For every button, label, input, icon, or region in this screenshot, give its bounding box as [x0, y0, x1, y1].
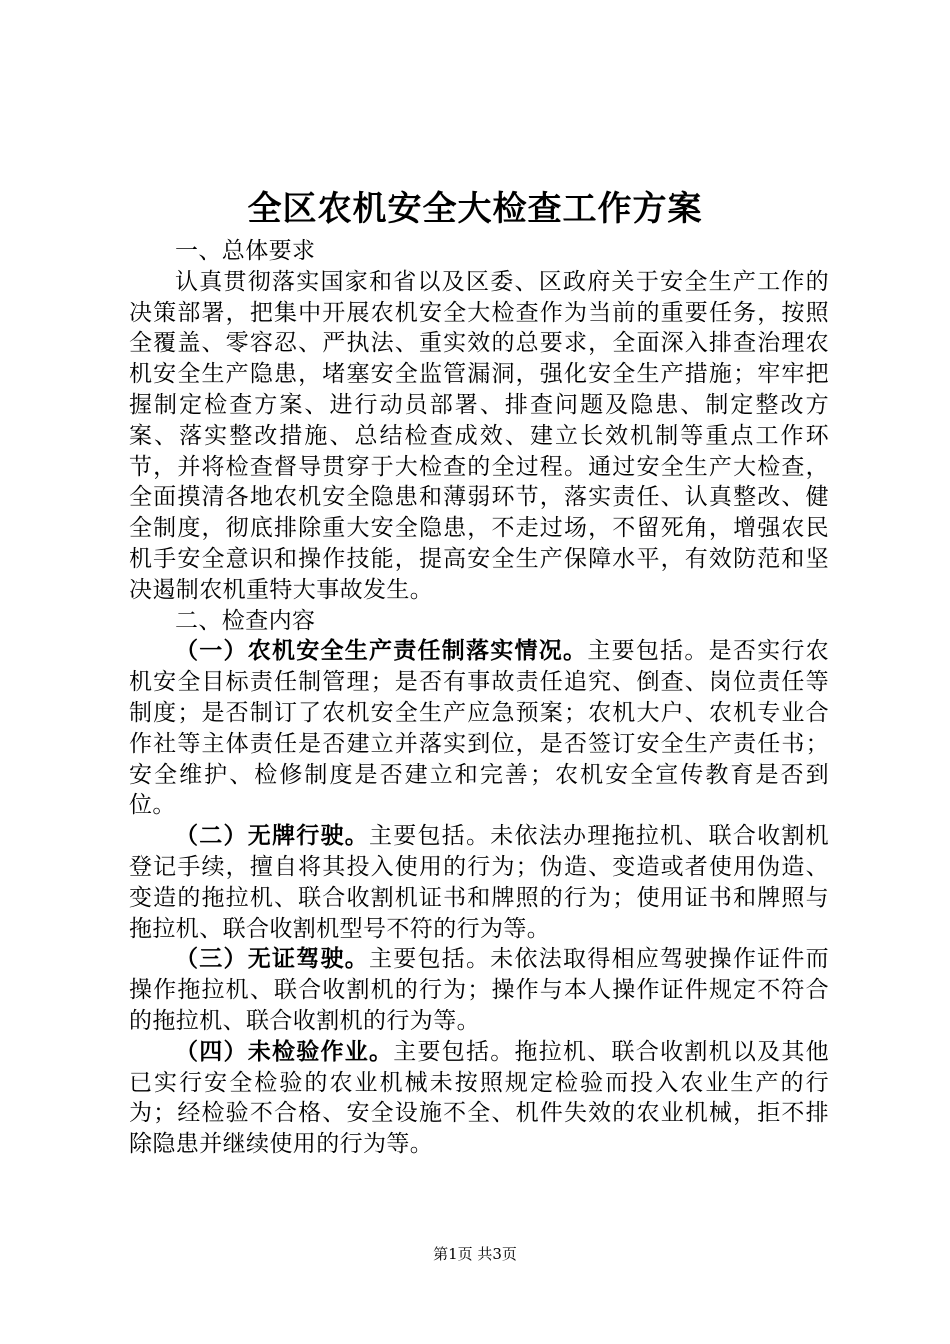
section-heading: 二、检查内容: [175, 607, 316, 634]
section-heading: 一、总体要求: [175, 238, 316, 264]
item-lead: （三）无证驾驶。: [175, 946, 370, 973]
page-footer: 第1页 共3页: [433, 1245, 517, 1263]
item-lead: （一）农机安全生产责任制落实情况。: [175, 638, 588, 665]
paragraph: [129, 944, 829, 1036]
paragraph: [129, 1037, 829, 1160]
document-body: [129, 236, 829, 1160]
paragraph: [129, 636, 829, 821]
item-lead: （四）未检验作业。: [175, 1038, 394, 1065]
paragraph: 认真贯彻落实国家和省以及区委、区政府关于安全生产工作的决策部署，把集中开展农机安全大检查作为当前的重要任务，按照全覆盖、零容忍、严执法、重实效的总要求，全面深入排查治理农机安全生产隐患，堵塞安全监管漏洞，强化安全生产措施；牢牢把握制定检查方案、进行动员部署、排查问题及隐患、制定整改方案、落实整改措施、总结检查成效、建立长效机制等重点工作环节，并将检查督导贯穿于大检查的全过程。通过安全生产大检查，全面摸清各地农机安全隐患和薄弱环节，落实责任、认真整改、健全制度，彻底排除重大安全隐患，不走过场，不留死角，增强农民机手安全意识和操作技能，提高安全生产保障水平，有效防范和坚决遏制农机重特大事故发生。: [129, 268, 829, 603]
item-body: 主要包括。是否实行农机安全目标责任制管理；是否有事故责任追究、倒查、岗位责任等制度；是否制订了农机安全生产应急预案；农机大户、农机专业合作社等主体责任是否建立并落实到位，是否签订安全生产责任书；安全维护、检修制度是否建立和完善；农机安全宣传教育是否到位。: [129, 638, 829, 819]
item-body: 主要包括。拖拉机、联合收割机以及其他已实行安全检验的农业机械未按照规定检验而投入农业生产的行为；经检验不合格、安全设施不全、机件失效的农业机械，拒不排除隐患并继续使用的行为等。: [129, 1038, 829, 1158]
document-title: 全区农机安全大检查工作方案: [247, 189, 703, 229]
item-body: 主要包括。未依法办理拖拉机、联合收割机登记手续，擅自将其投入使用的行为；伪造、变造或者使用伪造、变造的拖拉机、联合收割机证书和牌照的行为；使用证书和牌照与拖拉机、联合收割机型号不符的行为等。: [129, 823, 829, 942]
item-body: 主要包括。未依法取得相应驾驶操作证件而操作拖拉机、联合收割机的行为；操作与本人操作证件规定不符合的拖拉机、联合收割机的行为等。: [129, 946, 829, 1034]
paragraph: [129, 821, 829, 944]
item-lead: （二）无牌行驶。: [175, 823, 370, 850]
